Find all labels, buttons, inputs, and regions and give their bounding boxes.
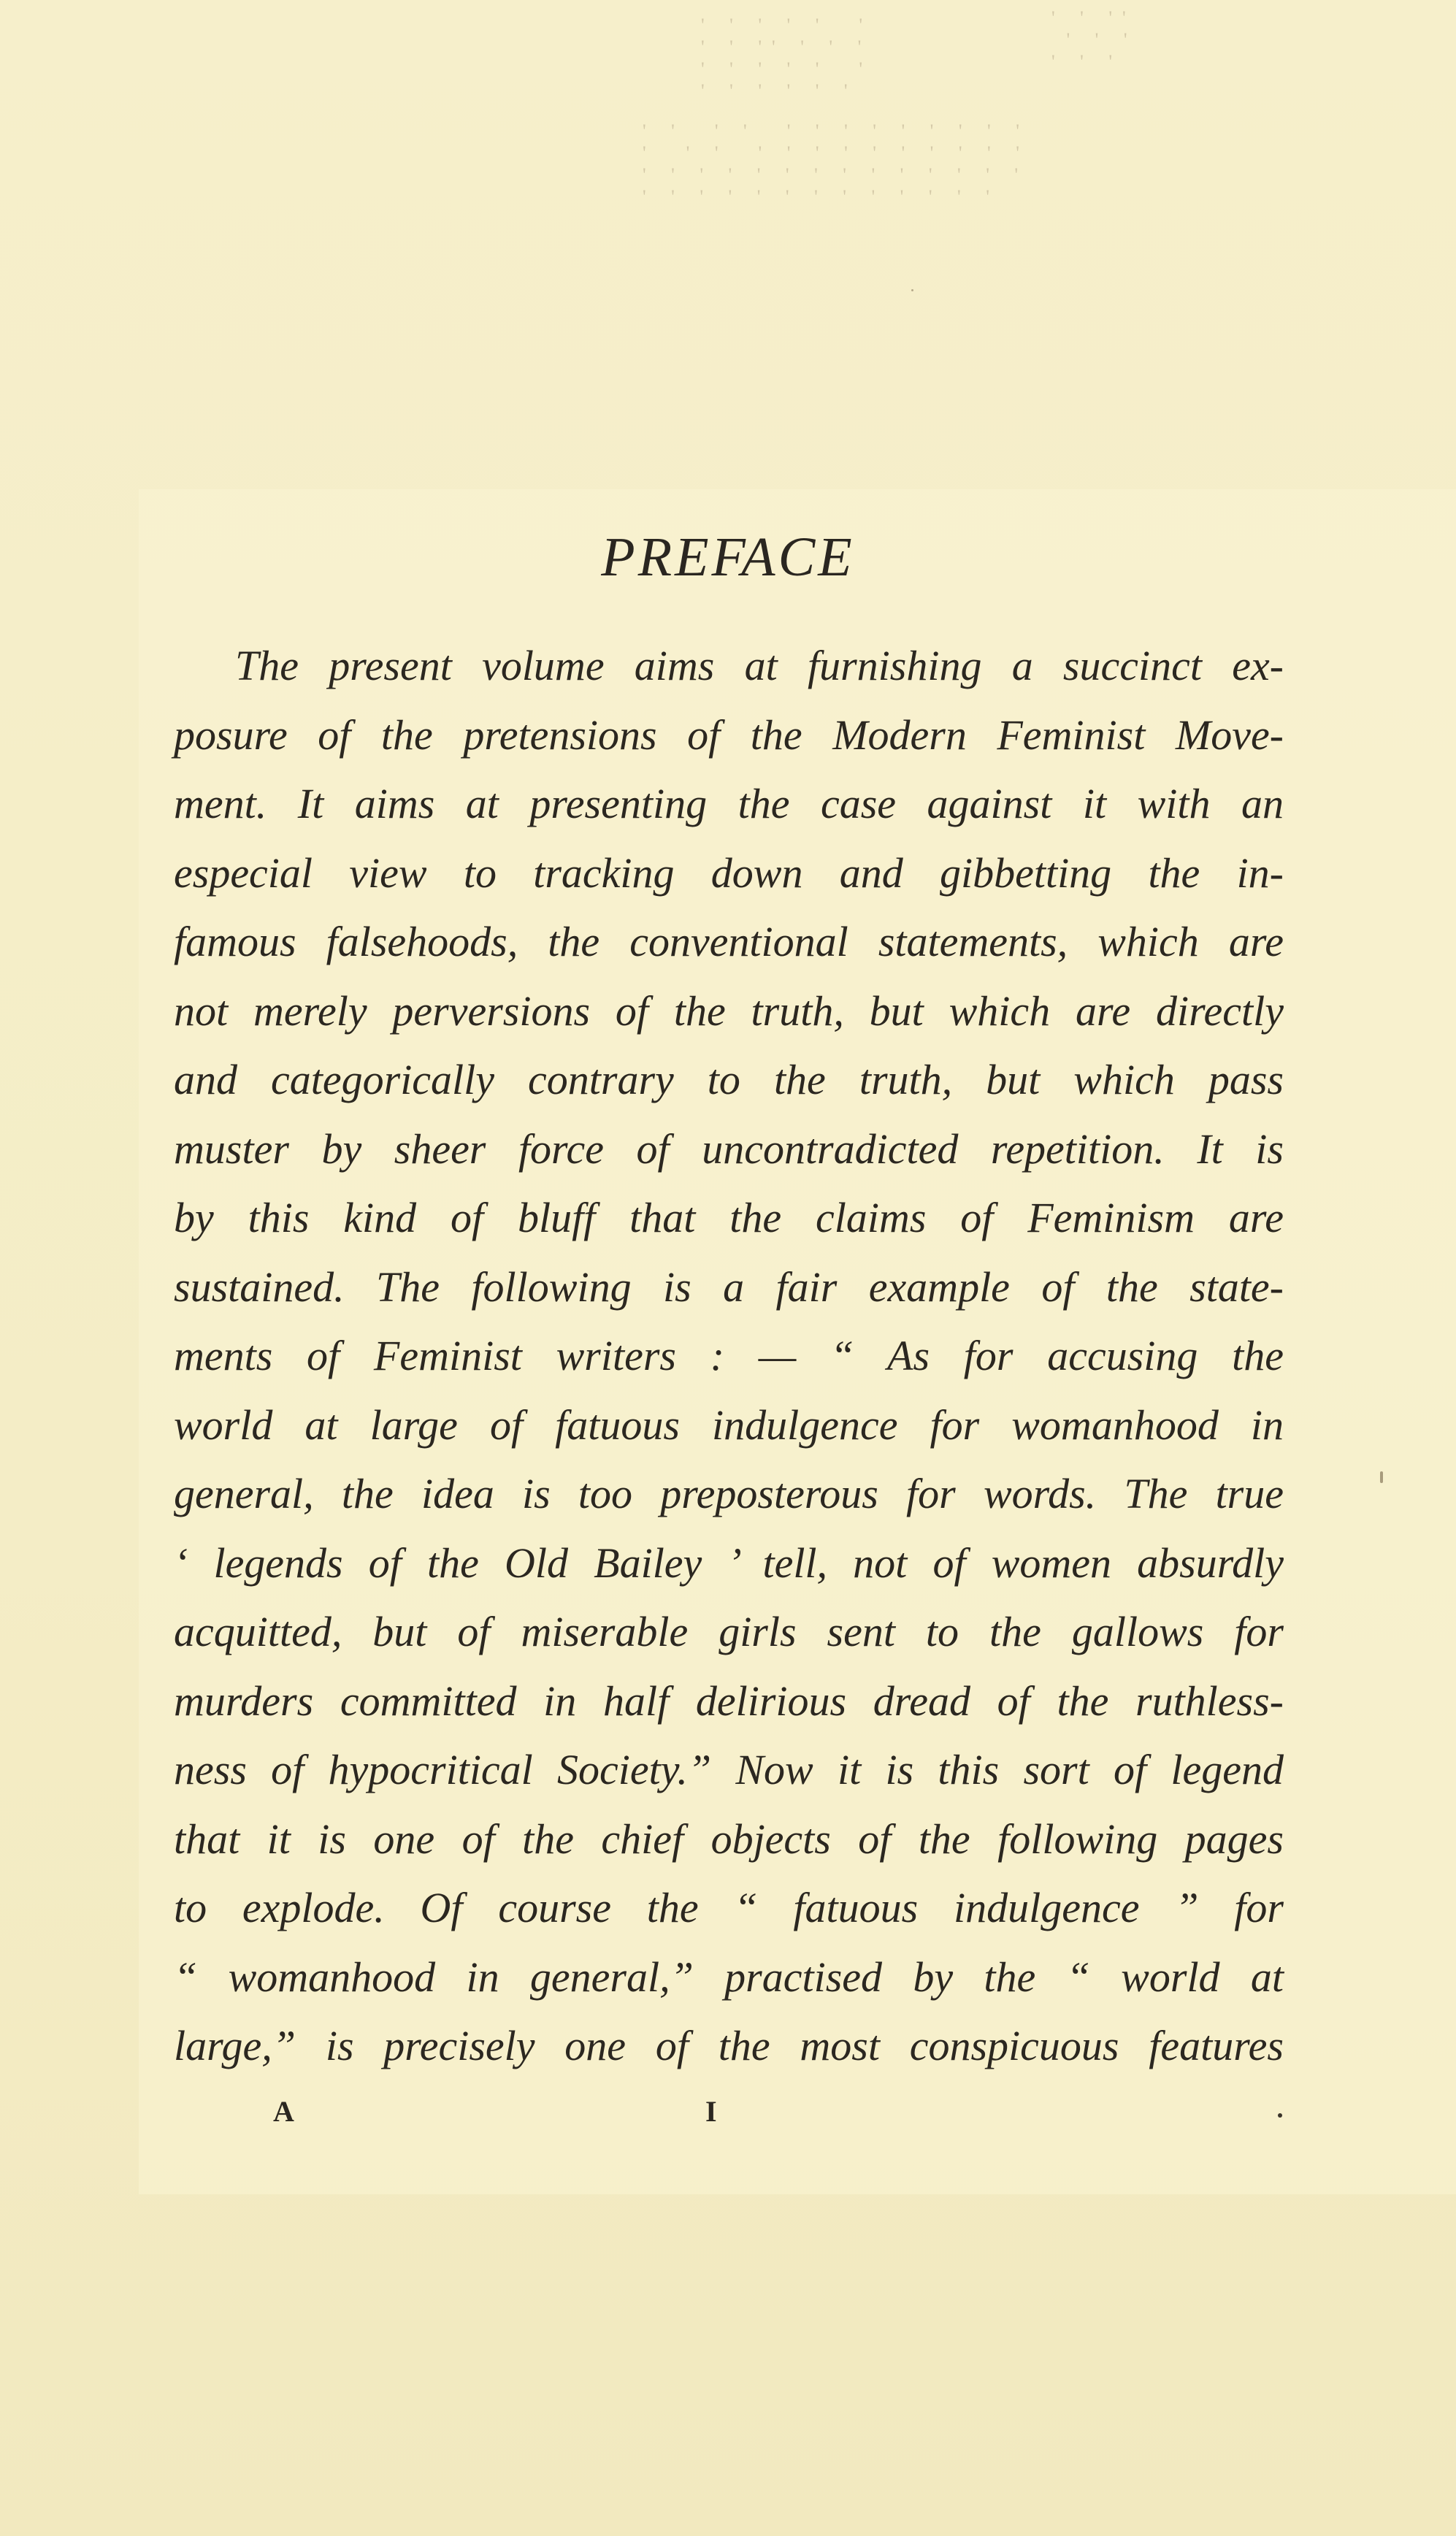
text-line: muster by sheer force of uncontradicted repetition. It is bbox=[174, 1125, 1284, 1173]
text-line: especial view to tracking down and gibbetting the in- bbox=[174, 848, 1284, 897]
text-line: that it is one of the chief objects of the following pages bbox=[174, 1815, 1284, 1863]
bleed-through-marks: ' ' '' ' ' ' ' ' ' bbox=[1051, 7, 1138, 72]
text-line: ‘ legends of the Old Bailey ’ tell, not of women absurdly bbox=[174, 1539, 1284, 1587]
preface-paragraph bbox=[174, 632, 1284, 2081]
text-line: to explode. Of course the “ fatuous indulgence ” for bbox=[174, 1884, 1284, 1931]
stray-mark bbox=[911, 289, 913, 291]
text-line: ments of Feminist writers : — “ As for accusing the bbox=[174, 1332, 1284, 1379]
text-line: by this kind of bluff that the claims of Feminism are bbox=[174, 1194, 1284, 1241]
stray-mark bbox=[1380, 1471, 1383, 1483]
text-line: world at large of fatuous indulgence for womanhood in bbox=[174, 1401, 1284, 1449]
page-footer bbox=[0, 2094, 1456, 2138]
text-line: The present volume aims at furnishing a succinct ex- bbox=[235, 642, 1284, 689]
text-line: murders committed in half delirious dread of the ruthless- bbox=[174, 1677, 1284, 1725]
text-line: and categorically contrary to the truth, but which pass bbox=[174, 1056, 1284, 1103]
text-line: famous falsehoods, the conventional statements, which are bbox=[174, 918, 1284, 965]
stray-mark bbox=[1278, 2113, 1282, 2118]
text-line: large,” is precisely one of the most conspicuous features bbox=[174, 2022, 1284, 2069]
text-line: not merely perversions of the truth, but which are directly bbox=[174, 987, 1284, 1035]
page-title: PREFACE bbox=[601, 526, 855, 588]
text-line: “ womanhood in general,” practised by the “ world at bbox=[174, 1953, 1284, 2001]
text-line: ness of hypocritical Society.” Now it is this sort of legend bbox=[174, 1746, 1284, 1793]
text-line: acquitted, but of miserable girls sent to the gallows for bbox=[174, 1608, 1284, 1655]
bleed-through-marks: ' ' ' ' ' ' ' ' '' ' ' ' ' ' ' ' ' ' ' ' ' ' ' ' bbox=[701, 15, 873, 101]
text-line: posure of the pretensions of the Modern Feminist Move- bbox=[174, 710, 1284, 759]
text-line: ment. It aims at presenting the case against it with an bbox=[174, 780, 1284, 827]
signature-mark: A bbox=[273, 2095, 294, 2128]
text-line: general, the idea is too preposterous for words. The true bbox=[174, 1470, 1284, 1517]
text-line: sustained. The following is a fair example of the state- bbox=[174, 1263, 1284, 1311]
page-number: I bbox=[705, 2095, 717, 2128]
bleed-through-marks: ' ' ' ' ' ' ' ' ' ' ' ' ' ' ' ' ' ' ' ' ' ' ' ' ' ' ' ' ' ' ' ' ' ' ' ' ' ' ' ' ' ' ' ' ' ' ' ' ' ' ' ' ' bbox=[643, 120, 1030, 207]
